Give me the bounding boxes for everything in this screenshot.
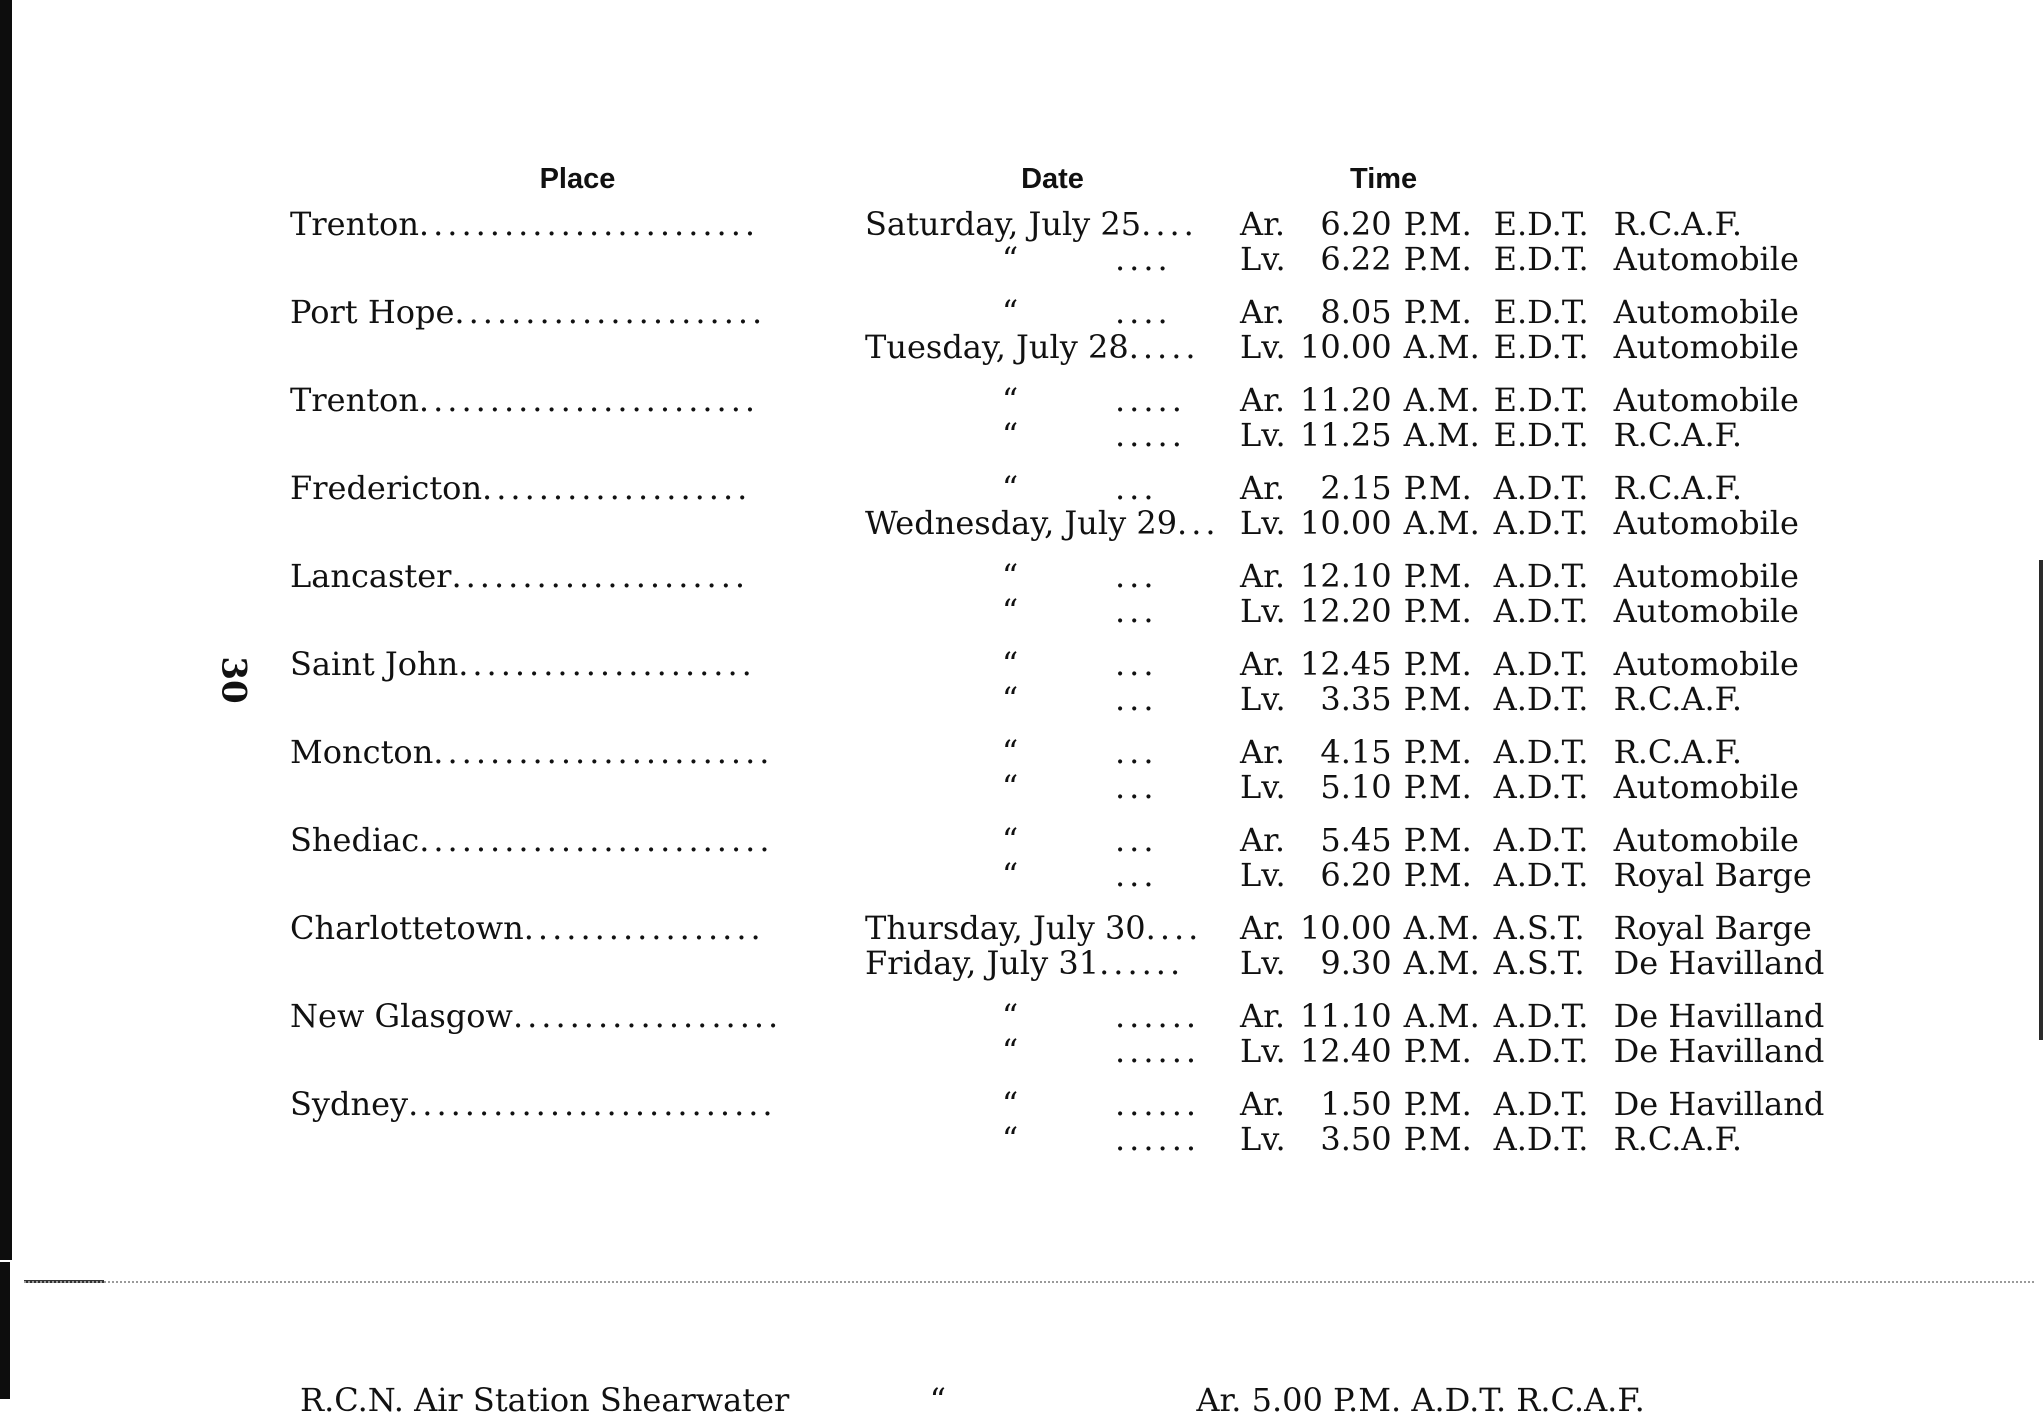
time-zone: A.D.T. — [1493, 680, 1589, 718]
date-cell — [865, 207, 1240, 242]
date-leader-dots: .... — [1141, 205, 1198, 243]
arrive-leave: Ar. — [1240, 821, 1286, 859]
itinerary-row — [290, 330, 1854, 365]
itinerary-row — [290, 1034, 1854, 1069]
transport-mode: Automobile — [1613, 240, 1799, 278]
date-leader-dots: ..... — [1128, 328, 1200, 366]
time-value: 8.05 — [1320, 293, 1392, 331]
scan-left-edge — [0, 0, 12, 1260]
place-name: Moncton — [290, 733, 434, 771]
ditto-mark: “ — [1001, 592, 1019, 630]
date-leader-dots: .... — [1115, 240, 1172, 278]
ditto-mark: “ — [1001, 1085, 1019, 1123]
scan-right-edge — [2039, 560, 2043, 1040]
date-cell — [865, 946, 1240, 981]
date-text: Tuesday, July 28 — [865, 328, 1129, 366]
itinerary-row — [290, 893, 1854, 946]
scan-left-edge-lower — [0, 1262, 10, 1399]
place-cell — [290, 453, 865, 506]
place-name: Saint John — [290, 645, 459, 683]
place-cell — [290, 277, 865, 330]
date-cell — [865, 805, 1240, 858]
date-cell — [865, 418, 1240, 453]
transport-mode: R.C.A.F. — [1613, 680, 1743, 718]
date-cell — [865, 717, 1240, 770]
arrive-leave: Lv. — [1240, 1120, 1286, 1158]
date-cell — [865, 981, 1240, 1034]
header-row — [290, 162, 1854, 207]
transport-mode: Automobile — [1613, 381, 1799, 419]
am-pm: P.M. — [1403, 733, 1472, 771]
place-cell — [290, 805, 865, 858]
transport-mode: Royal Barge — [1613, 909, 1812, 947]
itinerary-row — [290, 242, 1854, 277]
ditto-mark: “ — [1001, 768, 1019, 806]
arrive-leave: Lv. — [1240, 768, 1286, 806]
place-name: Trenton — [290, 205, 419, 243]
am-pm: A.M. — [1403, 416, 1480, 454]
time-zone: E.D.T. — [1493, 381, 1589, 419]
date-leader-dots: ...... — [1115, 1032, 1201, 1070]
am-pm: P.M. — [1403, 557, 1472, 595]
cut-place: R.C.N. Air Station Shearwater — [300, 1381, 790, 1419]
time-value: 12.20 — [1300, 592, 1392, 630]
time-value: 2.15 — [1320, 469, 1392, 507]
cut-tz: A.D.T. — [1411, 1381, 1507, 1419]
place-cell — [290, 541, 865, 594]
transport-mode: Automobile — [1613, 557, 1799, 595]
transport-mode: Automobile — [1613, 821, 1799, 859]
transport-mode: Royal Barge — [1613, 856, 1812, 894]
transport-mode: Automobile — [1613, 768, 1799, 806]
time-value: 12.45 — [1300, 645, 1392, 683]
transport-mode: De Havilland — [1613, 944, 1825, 982]
date-leader-dots: ... — [1115, 557, 1158, 595]
am-pm: P.M. — [1403, 1032, 1472, 1070]
arrive-leave: Ar. — [1240, 469, 1286, 507]
date-cell — [865, 770, 1240, 805]
date-text: Saturday, July 25 — [865, 205, 1142, 243]
date-cell — [865, 594, 1240, 629]
arrive-leave: Lv. — [1240, 1032, 1286, 1070]
am-pm: P.M. — [1403, 821, 1472, 859]
time-value: 5.45 — [1320, 821, 1392, 859]
am-pm: A.M. — [1403, 997, 1480, 1035]
time-value: 11.25 — [1300, 416, 1392, 454]
time-zone: E.D.T. — [1493, 416, 1589, 454]
itinerary-rows — [290, 207, 1854, 1157]
cut-ampm: P.M. — [1333, 1381, 1402, 1419]
date-leader-dots: ... — [1115, 768, 1158, 806]
arrive-leave: Lv. — [1240, 240, 1286, 278]
arrive-leave: Ar. — [1240, 293, 1286, 331]
date-cell — [865, 893, 1240, 946]
time-zone: A.D.T. — [1493, 1032, 1589, 1070]
place-name: Lancaster — [290, 557, 452, 595]
am-pm: P.M. — [1403, 1085, 1472, 1123]
date-cell — [865, 629, 1240, 682]
am-pm: A.M. — [1403, 944, 1480, 982]
place-cell — [290, 330, 865, 365]
arrive-leave: Ar. — [1240, 381, 1286, 419]
am-pm: P.M. — [1403, 645, 1472, 683]
date-leader-dots: ...... — [1099, 944, 1185, 982]
date-cell — [865, 242, 1240, 277]
am-pm: P.M. — [1403, 592, 1472, 630]
transport-mode: R.C.A.F. — [1613, 205, 1743, 243]
time-zone: A.D.T. — [1493, 1085, 1589, 1123]
date-leader-dots: ... — [1115, 592, 1158, 630]
time-zone: A.D.T. — [1493, 768, 1589, 806]
place-leader-dots: ................... — [482, 469, 752, 507]
am-pm: P.M. — [1403, 856, 1472, 894]
date-leader-dots: ... — [1115, 856, 1158, 894]
date-leader-dots: .... — [1145, 909, 1203, 947]
arrive-leave: Ar. — [1240, 1085, 1286, 1123]
itinerary-row — [290, 981, 1854, 1034]
am-pm: P.M. — [1403, 469, 1472, 507]
transport-mode: Automobile — [1613, 645, 1799, 683]
place-leader-dots: ......................... — [419, 821, 774, 859]
place-cell — [290, 717, 865, 770]
time-value: 6.20 — [1320, 856, 1392, 894]
itinerary-row — [290, 770, 1854, 805]
itinerary-row — [290, 506, 1854, 541]
place-cell — [290, 1122, 865, 1157]
transport-mode: R.C.A.F. — [1613, 1120, 1743, 1158]
time-zone: A.D.T. — [1493, 645, 1589, 683]
place-name: Port Hope — [290, 293, 455, 331]
arrive-leave: Ar. — [1240, 557, 1286, 595]
time-value: 3.35 — [1320, 680, 1392, 718]
arrive-leave: Ar. — [1240, 733, 1286, 771]
time-zone: E.D.T. — [1493, 293, 1589, 331]
am-pm: A.M. — [1403, 381, 1480, 419]
date-leader-dots: ...... — [1115, 997, 1201, 1035]
date-cell — [865, 1122, 1240, 1157]
am-pm: P.M. — [1403, 205, 1472, 243]
date-leader-dots: ...... — [1115, 1085, 1201, 1123]
itinerary-row — [290, 717, 1854, 770]
am-pm: P.M. — [1403, 768, 1472, 806]
am-pm: P.M. — [1403, 240, 1472, 278]
date-leader-dots: ... — [1115, 733, 1158, 771]
place-name: New Glasgow — [290, 997, 513, 1035]
itinerary-row — [290, 1069, 1854, 1122]
date-leader-dots: ..... — [1115, 416, 1186, 454]
time-value: 3.50 — [1320, 1120, 1392, 1158]
transport-mode: De Havilland — [1613, 1032, 1825, 1070]
place-leader-dots: ................... — [512, 997, 783, 1035]
place-cell — [290, 1069, 865, 1122]
transport-mode: R.C.A.F. — [1613, 733, 1743, 771]
am-pm: P.M. — [1403, 680, 1472, 718]
time-value: 11.20 — [1300, 381, 1392, 419]
page-number: 30 — [213, 656, 254, 704]
ditto-mark: “ — [1001, 557, 1019, 595]
time-zone: A.D.T. — [1493, 557, 1589, 595]
time-value: 10.00 — [1300, 504, 1392, 542]
ditto-mark: “ — [1001, 381, 1019, 419]
time-zone: A.D.T. — [1493, 856, 1589, 894]
header-date: Date — [1021, 163, 1084, 195]
am-pm: A.M. — [1403, 909, 1480, 947]
itinerary-row — [290, 418, 1854, 453]
itinerary-row — [290, 365, 1854, 418]
cut-time: 5.00 — [1251, 1381, 1323, 1419]
place-leader-dots: ..................... — [451, 557, 750, 595]
place-cell — [290, 770, 865, 805]
date-cell — [865, 858, 1240, 893]
time-zone: A.D.T. — [1493, 592, 1589, 630]
transport-mode: Automobile — [1613, 328, 1799, 366]
place-name: Sydney — [290, 1085, 409, 1123]
time-value: 6.20 — [1320, 205, 1392, 243]
place-leader-dots: ..................... — [458, 645, 756, 683]
arrive-leave: Lv. — [1240, 592, 1286, 630]
date-leader-dots: .... — [1115, 293, 1172, 331]
time-value: 5.10 — [1320, 768, 1392, 806]
place-cell — [290, 858, 865, 893]
place-cell — [290, 946, 865, 981]
place-leader-dots: .......................... — [408, 1085, 777, 1123]
itinerary-row — [290, 858, 1854, 893]
itinerary-row — [290, 682, 1854, 717]
page-fold-line — [24, 1281, 2034, 1283]
time-zone: A.D.T. — [1493, 733, 1589, 771]
itinerary-row — [290, 453, 1854, 506]
am-pm: P.M. — [1403, 1120, 1472, 1158]
transport-mode: Automobile — [1613, 504, 1799, 542]
place-cell — [290, 629, 865, 682]
ditto-mark: “ — [1001, 733, 1019, 771]
place-cell — [290, 1034, 865, 1069]
place-name: Charlottetown — [290, 909, 524, 947]
transport-mode: Automobile — [1613, 293, 1799, 331]
place-leader-dots: ........................ — [418, 381, 760, 419]
date-leader-dots: ... — [1115, 821, 1158, 859]
place-leader-dots: ................. — [523, 909, 765, 947]
ditto-mark: “ — [1001, 680, 1019, 718]
time-zone: E.D.T. — [1493, 328, 1589, 366]
transport-mode: Automobile — [1613, 592, 1799, 630]
time-value: 12.40 — [1300, 1032, 1392, 1070]
ditto-mark: “ — [1001, 821, 1019, 859]
date-text: Friday, July 31 — [865, 944, 1100, 982]
time-value: 6.22 — [1320, 240, 1392, 278]
time-zone: A.D.T. — [1493, 504, 1589, 542]
time-value: 1.50 — [1320, 1085, 1392, 1123]
date-leader-dots: ...... — [1115, 1120, 1201, 1158]
cut-off-row — [300, 1380, 1800, 1419]
transport-mode: De Havilland — [1613, 997, 1825, 1035]
time-value: 10.00 — [1300, 909, 1392, 947]
date-cell — [865, 1034, 1240, 1069]
transport-mode: R.C.A.F. — [1613, 416, 1743, 454]
time-value: 9.30 — [1320, 944, 1392, 982]
date-leader-dots: ... — [1115, 680, 1158, 718]
time-zone: A.D.T. — [1493, 997, 1589, 1035]
date-cell — [865, 330, 1240, 365]
place-name: Shediac — [290, 821, 420, 859]
cut-date: “ — [929, 1381, 946, 1419]
place-leader-dots: ........................ — [418, 205, 760, 243]
ditto-mark: “ — [1001, 997, 1019, 1035]
place-leader-dots: ........................ — [433, 733, 774, 771]
ditto-mark: “ — [1001, 645, 1019, 683]
place-cell — [290, 418, 865, 453]
place-cell — [290, 365, 865, 418]
place-cell — [290, 981, 865, 1034]
itinerary-row — [290, 805, 1854, 858]
place-cell — [290, 207, 865, 242]
ditto-mark: “ — [1001, 1032, 1019, 1070]
arrive-leave: Ar. — [1240, 997, 1286, 1035]
itinerary-row — [290, 629, 1854, 682]
ditto-mark: “ — [1001, 293, 1019, 331]
time-value: 11.10 — [1300, 997, 1392, 1035]
time-value: 12.10 — [1300, 557, 1392, 595]
time-zone: A.S.T. — [1493, 909, 1585, 947]
date-leader-dots: ... — [1115, 645, 1158, 683]
date-text: Thursday, July 30 — [865, 909, 1146, 947]
arrive-leave: Lv. — [1240, 680, 1286, 718]
place-cell — [290, 682, 865, 717]
am-pm: A.M. — [1403, 328, 1480, 366]
transport-mode: R.C.A.F. — [1613, 469, 1743, 507]
itinerary-row — [290, 1122, 1854, 1157]
arrive-leave: Lv. — [1240, 504, 1286, 542]
cut-ad: Ar. — [1196, 1381, 1242, 1419]
date-cell — [865, 365, 1240, 418]
time-zone: A.D.T. — [1493, 821, 1589, 859]
itinerary-row — [290, 277, 1854, 330]
date-cell — [865, 277, 1240, 330]
arrive-leave: Ar. — [1240, 909, 1286, 947]
cut-mode: R.C.A.F. — [1516, 1381, 1645, 1419]
place-name: Trenton — [290, 381, 419, 419]
ditto-mark: “ — [1001, 240, 1019, 278]
date-leader-dots: ... — [1115, 469, 1158, 507]
time-zone: A.S.T. — [1493, 944, 1585, 982]
time-zone: A.D.T. — [1493, 469, 1589, 507]
itinerary-row — [290, 207, 1854, 242]
arrive-leave: Lv. — [1240, 328, 1286, 366]
time-zone: E.D.T. — [1493, 205, 1589, 243]
date-cell — [865, 682, 1240, 717]
header-time: Time — [1350, 163, 1418, 195]
date-cell — [865, 506, 1240, 541]
ditto-mark: “ — [1001, 856, 1019, 894]
date-leader-dots: ... — [1177, 504, 1220, 542]
time-value: 4.15 — [1320, 733, 1392, 771]
place-cell — [290, 594, 865, 629]
header-place: Place — [539, 163, 616, 195]
arrive-leave: Lv. — [1240, 416, 1286, 454]
place-cell — [290, 242, 865, 277]
date-text: Wednesday, July 29 — [865, 504, 1178, 542]
arrive-leave: Lv. — [1240, 944, 1286, 982]
date-leader-dots: ..... — [1115, 381, 1186, 419]
transport-mode: De Havilland — [1613, 1085, 1825, 1123]
time-zone: A.D.T. — [1493, 1120, 1589, 1158]
ditto-mark: “ — [1001, 416, 1019, 454]
itinerary-row — [290, 541, 1854, 594]
ditto-mark: “ — [1001, 1120, 1019, 1158]
date-cell — [865, 1069, 1240, 1122]
am-pm: P.M. — [1403, 293, 1472, 331]
place-cell — [290, 893, 865, 946]
arrive-leave: Ar. — [1240, 205, 1286, 243]
itinerary-row — [290, 946, 1854, 981]
am-pm: A.M. — [1403, 504, 1480, 542]
time-value: 10.00 — [1300, 328, 1392, 366]
place-name: Fredericton — [290, 469, 483, 507]
itinerary-row — [290, 594, 1854, 629]
arrive-leave: Ar. — [1240, 645, 1286, 683]
place-cell — [290, 506, 865, 541]
itinerary-table — [290, 162, 1854, 1157]
time-zone: E.D.T. — [1493, 240, 1589, 278]
arrive-leave: Lv. — [1240, 856, 1286, 894]
place-leader-dots: ...................... — [454, 293, 767, 331]
ditto-mark: “ — [1001, 469, 1019, 507]
date-cell — [865, 541, 1240, 594]
date-cell — [865, 453, 1240, 506]
